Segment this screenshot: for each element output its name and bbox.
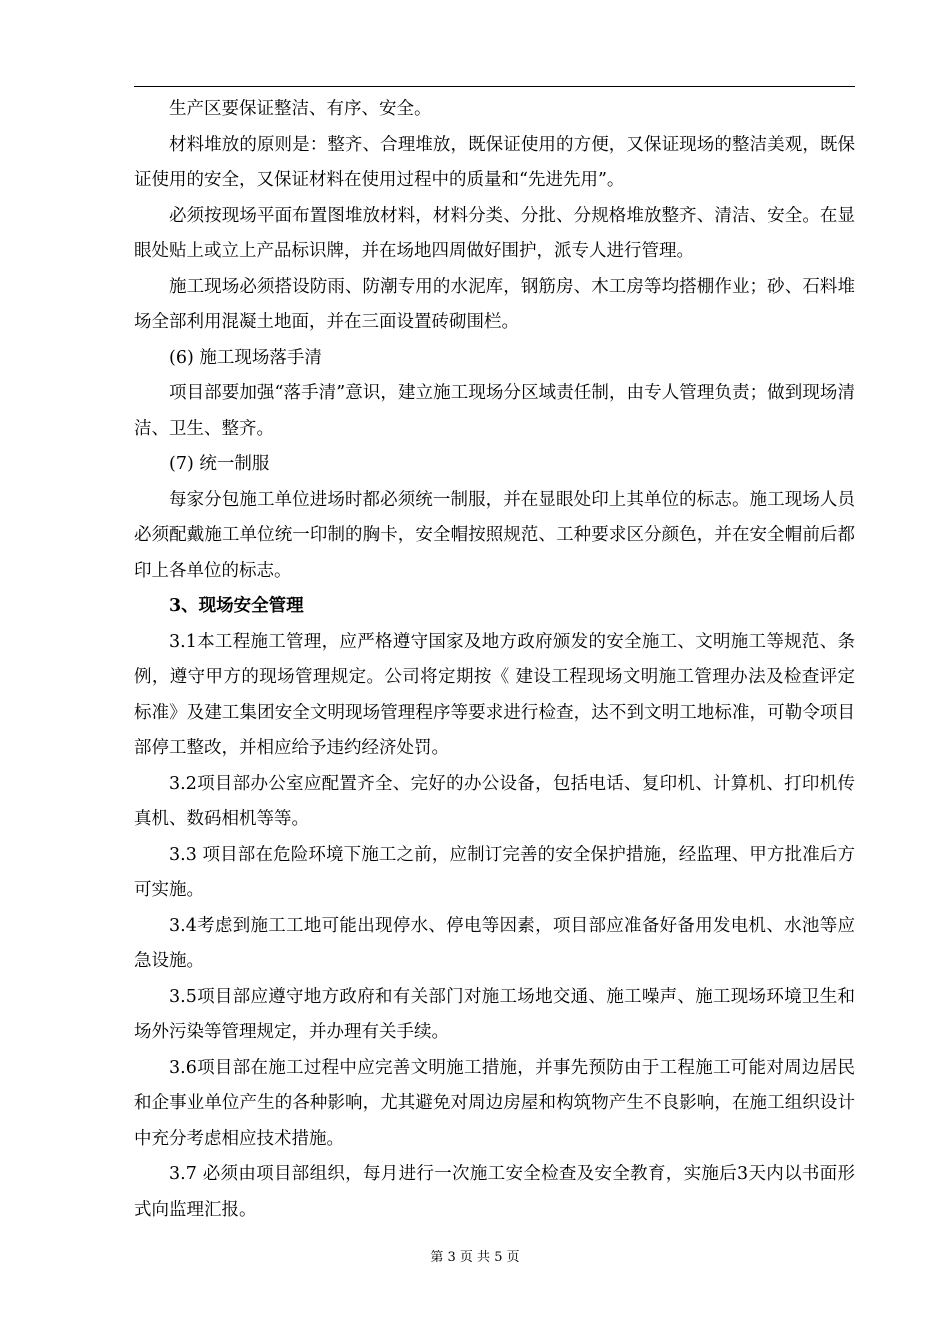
subheading: (6) 施工现场落手清 xyxy=(169,347,322,368)
section-heading: 3、现场安全管理 xyxy=(169,596,304,616)
paragraph: 3.6项目部在施工过程中应完善文明施工措施，并事先预防由于工程施工可能对周边居民和企事业单位产生的各种影响，尤其避免对周边房屋和构筑物产生不良影响，在施工组织设计中充分考虑相应技术措施。 xyxy=(134,1057,855,1149)
paragraph: 生产区要保证整洁、有序、安全。 xyxy=(169,99,432,119)
page-footer: 第 3 页 共 5 页 xyxy=(430,1250,520,1265)
subheading: (7) 统一制服 xyxy=(169,454,270,474)
paragraph: 3.2项目部办公室应配置齐全、完好的办公设备，包括电话、复印机、计算机、打印机传真机、数码相机等等。 xyxy=(134,773,855,829)
paragraph: 必须按现场平面布置图堆放材料，材料分类、分批、分规格堆放整齐、清洁、安全。在显眼处贴上或立上产品标识牌，并在场地四周做好围护，派专人进行管理。 xyxy=(134,205,855,261)
document-body xyxy=(134,92,855,1228)
paragraph: 施工现场必须搭设防雨、防潮专用的水泥库，钢筋房、木工房等均搭棚作业；砂、石料堆场全部利用混凝土地面，并在三面设置砖砌围栏。 xyxy=(134,276,855,332)
paragraph: 项目部要加强“落手清”意识，建立施工现场分区域责任制，由专人管理负责；做到现场清洁、卫生、整齐。 xyxy=(134,383,855,439)
paragraph: 3.3 项目部在危险环境下施工之前，应制订完善的安全保护措施，经监理、甲方批准后方可实施。 xyxy=(134,844,855,900)
paragraph: 3.1本工程施工管理，应严格遵守国家及地方政府颁发的安全施工、文明施工等规范、条例，遵守甲方的现场管理规定。公司将定期按《 建设工程现场文明施工管理办法及检查评定标准》及建工集团安全文明现场管理程序等要求进行检查，达不到文明工地标准，可勒令项目部停工整改，并相应给予违约经济处罚。 xyxy=(134,631,855,758)
paragraph: 3.5项目部应遵守地方政府和有关部门对施工场地交通、施工噪声、施工现场环境卫生和场外污染等管理规定，并办理有关手续。 xyxy=(134,986,855,1042)
paragraph: 3.4考虑到施工工地可能出现停水、停电等因素，项目部应准备好备用发电机、水池等应急设施。 xyxy=(134,915,855,971)
paragraph: 3.7 必须由项目部组织，每月进行一次施工安全检查及安全教育，实施后3天内以书面形式向监理汇报。 xyxy=(134,1164,855,1220)
paragraph: 每家分包施工单位进场时都必须统一制服，并在显眼处印上其单位的标志。施工现场人员必须配戴施工单位统一印制的胸卡，安全帽按照规范、工种要求区分颜色，并在安全帽前后都印上各单位的标志。 xyxy=(134,489,855,581)
header-rule xyxy=(134,86,855,87)
paragraph: 材料堆放的原则是：整齐、合理堆放，既保证使用的方便，又保证现场的整洁美观，既保证使用的安全，又保证材料在使用过程中的质量和“先进先用”。 xyxy=(134,134,855,190)
